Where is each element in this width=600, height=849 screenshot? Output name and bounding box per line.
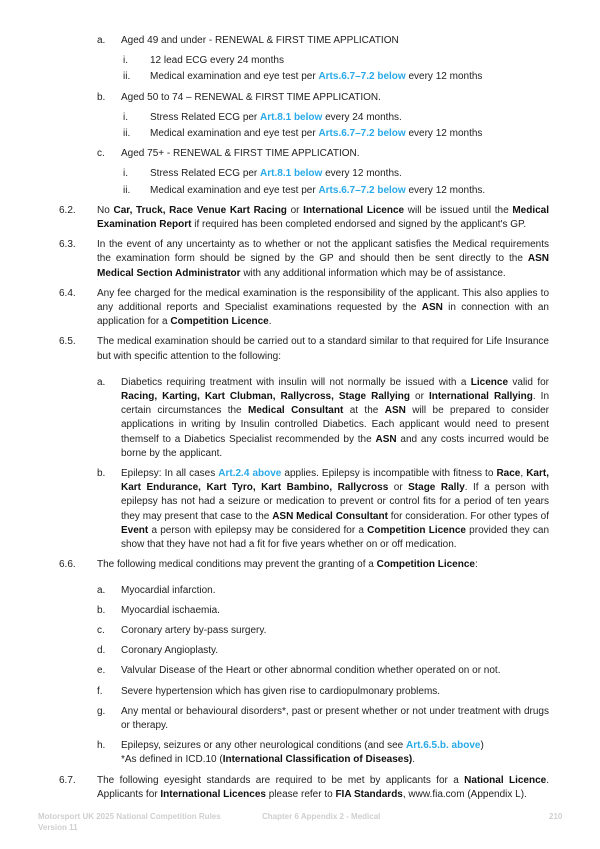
article-text <box>97 238 549 281</box>
text-run: . Applicants for <box>97 774 549 800</box>
item-6-6-d <box>0 644 600 658</box>
item-text <box>121 467 549 552</box>
item-text <box>121 376 549 461</box>
item-6-6-g <box>0 705 600 733</box>
item-text <box>121 91 549 105</box>
article-number: 6.6. <box>59 559 76 571</box>
item-text <box>121 624 549 638</box>
bold-term: International Classification of Diseases) <box>222 754 413 766</box>
bold-term: ASN Medical Consultant <box>272 510 388 522</box>
item-text <box>150 167 549 181</box>
text-run: No <box>97 204 114 216</box>
text-run: The following medical conditions may prevent the granting of a <box>97 559 377 571</box>
text-run: , www.fia.com (Appendix L). <box>402 788 527 800</box>
item-6-1-c-i <box>0 167 600 181</box>
text-run: every 12 months <box>405 128 483 140</box>
item-label: c. <box>97 624 105 636</box>
article-text <box>97 335 549 363</box>
item-label: ii. <box>123 184 131 196</box>
article-6-6 <box>0 558 600 572</box>
text-run: Severe hypertension which has given rise to cardiopulmonary problems. <box>121 685 441 697</box>
text-run: will be prepared to consider applications in writing by Insulin controlled Diabetics. Each applicant would need to present themself to a Diabetics Specialist recommended by the <box>121 405 549 445</box>
item-6-5-a <box>0 376 600 461</box>
article-text <box>97 774 549 802</box>
article-6-7 <box>0 774 600 802</box>
bold-term: Competition Licence <box>367 524 466 536</box>
item-6-6-f <box>0 685 600 699</box>
bold-term: Competition Licence <box>170 316 269 328</box>
text-run: every 12 months <box>405 71 483 83</box>
item-6-6-e <box>0 664 600 678</box>
text-run: 12 lead ECG every 24 months <box>150 55 284 67</box>
article-6-3 <box>0 238 600 281</box>
text-run: or <box>286 204 304 216</box>
item-label: a. <box>97 35 106 46</box>
text-run: at the <box>343 405 385 417</box>
text-run: ) *As defined in ICD.10 ( <box>121 740 484 766</box>
article-number: 6.7. <box>59 774 76 786</box>
item-label: i. <box>123 55 128 67</box>
item-6-6-c <box>0 624 600 638</box>
text-run: , <box>520 468 527 480</box>
bold-term: Competition Licence <box>376 559 475 571</box>
text-run: every 12 months. <box>322 168 402 180</box>
text-run: Epilepsy, seizures or any other neurological conditions (and see <box>121 740 406 752</box>
item-text <box>121 147 549 161</box>
text-run: or <box>410 391 429 403</box>
article-text <box>97 287 549 330</box>
text-run: for consideration. For other types of <box>387 510 549 522</box>
bold-term: International Licence <box>303 204 405 216</box>
item-text <box>121 604 549 618</box>
item-6-1-c-ii <box>0 184 600 198</box>
text-run: Coronary artery by-pass surgery. <box>121 624 267 636</box>
item-text <box>150 184 549 198</box>
article-6-4 <box>0 287 600 330</box>
cross-reference-link[interactable]: Arts.6.7–7.2 below <box>318 184 406 196</box>
bold-term: International Rallying <box>428 391 533 403</box>
bold-term: Race <box>496 468 521 480</box>
item-label: i. <box>123 168 128 180</box>
item-label: b. <box>97 604 106 616</box>
item-text <box>121 34 549 48</box>
text-run: Myocardial infarction. <box>121 584 216 596</box>
text-run: The following eyesight standards are required to be met by applicants for a <box>97 774 465 786</box>
bold-term: Medical Examination Report <box>97 204 549 231</box>
bold-term: Event <box>121 524 149 536</box>
text-run: Coronary Angioplasty. <box>121 645 219 657</box>
bold-term: Stage Rally <box>408 482 465 494</box>
text-run: . If a person with epilepsy has not had a seizure or medication to prevent or control fits for a period of ten years they may present that case to the <box>121 482 549 522</box>
text-run: Stress Related ECG per <box>150 111 261 123</box>
item-text <box>150 127 549 141</box>
text-run: will be issued until the <box>404 204 513 216</box>
text-run: The medical examination should be carried out to a standard similar to that required for Life Insurance but with specific attention to the following: <box>97 336 549 362</box>
text-run: Any fee charged for the medical examination is the responsibility of the applicant. This also applies to any additional reports and Specialist examinations requested by the <box>97 287 549 314</box>
article-6-5 <box>0 335 600 363</box>
item-label: a. <box>97 584 106 596</box>
footer-chapter: Chapter 6 Appendix 2 - Medical <box>262 812 381 821</box>
item-text <box>121 664 549 678</box>
item-6-6-h <box>0 739 600 767</box>
text-run: Stress Related ECG per <box>150 168 261 180</box>
cross-reference-link[interactable]: Arts.6.7–7.2 below <box>318 71 406 83</box>
footer-title <box>38 811 221 833</box>
text-run: every 12 months. <box>405 184 486 196</box>
footer-page-number: 210 <box>549 812 563 821</box>
text-run: in connection with an application for a <box>97 302 549 328</box>
text-run: Medical examination and eye test per <box>150 184 319 196</box>
bold-term: Car, Truck, Race Venue Kart Racing <box>113 204 287 216</box>
article-number: 6.5. <box>59 336 76 348</box>
text-run: Valvular Disease of the Heart or other abnormal condition whether operated on or not. <box>121 665 501 677</box>
item-text <box>121 739 549 767</box>
bold-term: FIA Standards <box>335 788 403 800</box>
item-6-1-b-i <box>0 111 600 125</box>
text-run: Epilepsy: In all cases <box>121 468 219 480</box>
item-6-1-a <box>0 34 600 48</box>
bold-term: National Licence <box>464 774 547 786</box>
item-6-1-a-ii <box>0 70 600 84</box>
item-text <box>150 70 549 84</box>
item-label: b. <box>97 91 106 103</box>
item-text <box>150 54 549 68</box>
text-run: Myocardial ischaemia. <box>121 604 220 616</box>
bold-term: ASN Medical Section Administrator <box>97 253 549 279</box>
item-text <box>121 685 549 699</box>
text-run: applies. Epilepsy is incompatible with fitness to <box>281 468 497 480</box>
cross-reference-link[interactable]: Art.2.4 above <box>218 468 282 480</box>
item-label: ii. <box>123 71 131 83</box>
item-label: g. <box>97 705 106 717</box>
text-run: with any additional information which may be of assistance. <box>240 267 506 279</box>
bold-term: Medical Consultant <box>248 405 344 417</box>
text-run: Any mental or behavioural disorders*, past or present whether or not under treatment with drugs or therapy. <box>121 705 549 731</box>
text-run: In the event of any uncertainty as to whether or not the applicant satisfies the Medical requirements the examination form should be signed by the GP and should then be sent directly to the <box>97 239 549 265</box>
cross-reference-link[interactable]: Art.8.1 below <box>260 168 323 180</box>
text-run: . <box>268 316 272 328</box>
text-run: . <box>412 754 415 766</box>
item-6-6-a <box>0 584 600 598</box>
article-text <box>97 204 549 232</box>
item-6-6-b <box>0 604 600 618</box>
item-6-1-c <box>0 147 600 161</box>
item-label: ii. <box>123 128 131 140</box>
item-label: b. <box>97 468 106 480</box>
item-label: e. <box>97 665 106 677</box>
text-run: Diabetics requiring treatment with insulin will not normally be issued with a <box>121 376 471 388</box>
item-6-1-b <box>0 91 600 105</box>
article-6-2 <box>0 204 600 232</box>
document-body <box>0 34 600 802</box>
text-run: or <box>388 482 409 494</box>
item-6-5-b <box>0 467 600 552</box>
text-run: provided they can show that they have not had a fit for five years whether on or off medication. <box>121 524 549 551</box>
article-text <box>97 558 549 572</box>
text-run: . In certain circumstances the <box>121 391 550 417</box>
bold-term: Racing, Karting, Kart Clubman, Rallycross, Stage Rallying <box>121 391 411 403</box>
text-run: Aged 49 and under - RENEWAL & FIRST TIME APPLICATION <box>121 35 399 46</box>
text-run: : <box>474 559 478 571</box>
item-label: h. <box>97 740 106 752</box>
bold-term: Licence <box>470 376 509 388</box>
item-6-1-b-ii <box>0 127 600 141</box>
item-label: a. <box>97 376 106 388</box>
article-number: 6.4. <box>59 287 76 299</box>
article-number: 6.3. <box>59 239 76 251</box>
item-text <box>121 644 549 658</box>
footer-doc-title: Motorsport UK 2025 National Competition Rules <box>38 812 221 821</box>
item-label: f. <box>97 685 103 697</box>
item-6-1-a-i <box>0 54 600 68</box>
article-number: 6.2. <box>59 204 76 216</box>
cross-reference-link[interactable]: Arts.6.7–7.2 below <box>318 128 406 140</box>
text-run: Medical examination and eye test per <box>150 128 319 140</box>
bold-term: Kart, Kart Endurance, Kart Tyro, Kart Bambino, Rallycross <box>121 468 549 494</box>
text-run: if required has been completed endorsed and signed by the applicant's GP. <box>191 219 527 231</box>
text-run: and any costs incurred would be borne by the applicant. <box>121 433 549 459</box>
text-run: every 24 months. <box>322 111 402 123</box>
text-run: please refer to <box>265 788 336 800</box>
item-text <box>121 584 549 598</box>
item-text <box>121 705 549 733</box>
cross-reference-link[interactable]: Art.6.5.b. above <box>405 740 481 752</box>
bold-term: International Licences <box>160 788 266 800</box>
item-label: i. <box>123 111 128 123</box>
text-run: a person with epilepsy may be considered for a <box>148 524 368 536</box>
footer-version: Version 11 <box>38 823 78 832</box>
item-label: c. <box>97 148 105 160</box>
text-run: Aged 50 to 74 – RENEWAL & FIRST TIME APPLICATION. <box>121 91 381 103</box>
item-label: d. <box>97 645 106 657</box>
bold-term: ASN <box>384 405 406 417</box>
bold-term: ASN <box>421 302 443 314</box>
cross-reference-link[interactable]: Art.8.1 below <box>260 111 323 123</box>
text-run: valid for <box>508 376 550 388</box>
bold-term: ASN <box>375 433 397 445</box>
text-run: Aged 75+ - RENEWAL & FIRST TIME APPLICATION. <box>121 148 360 160</box>
item-text <box>150 111 549 125</box>
text-run: Medical examination and eye test per <box>150 71 319 83</box>
